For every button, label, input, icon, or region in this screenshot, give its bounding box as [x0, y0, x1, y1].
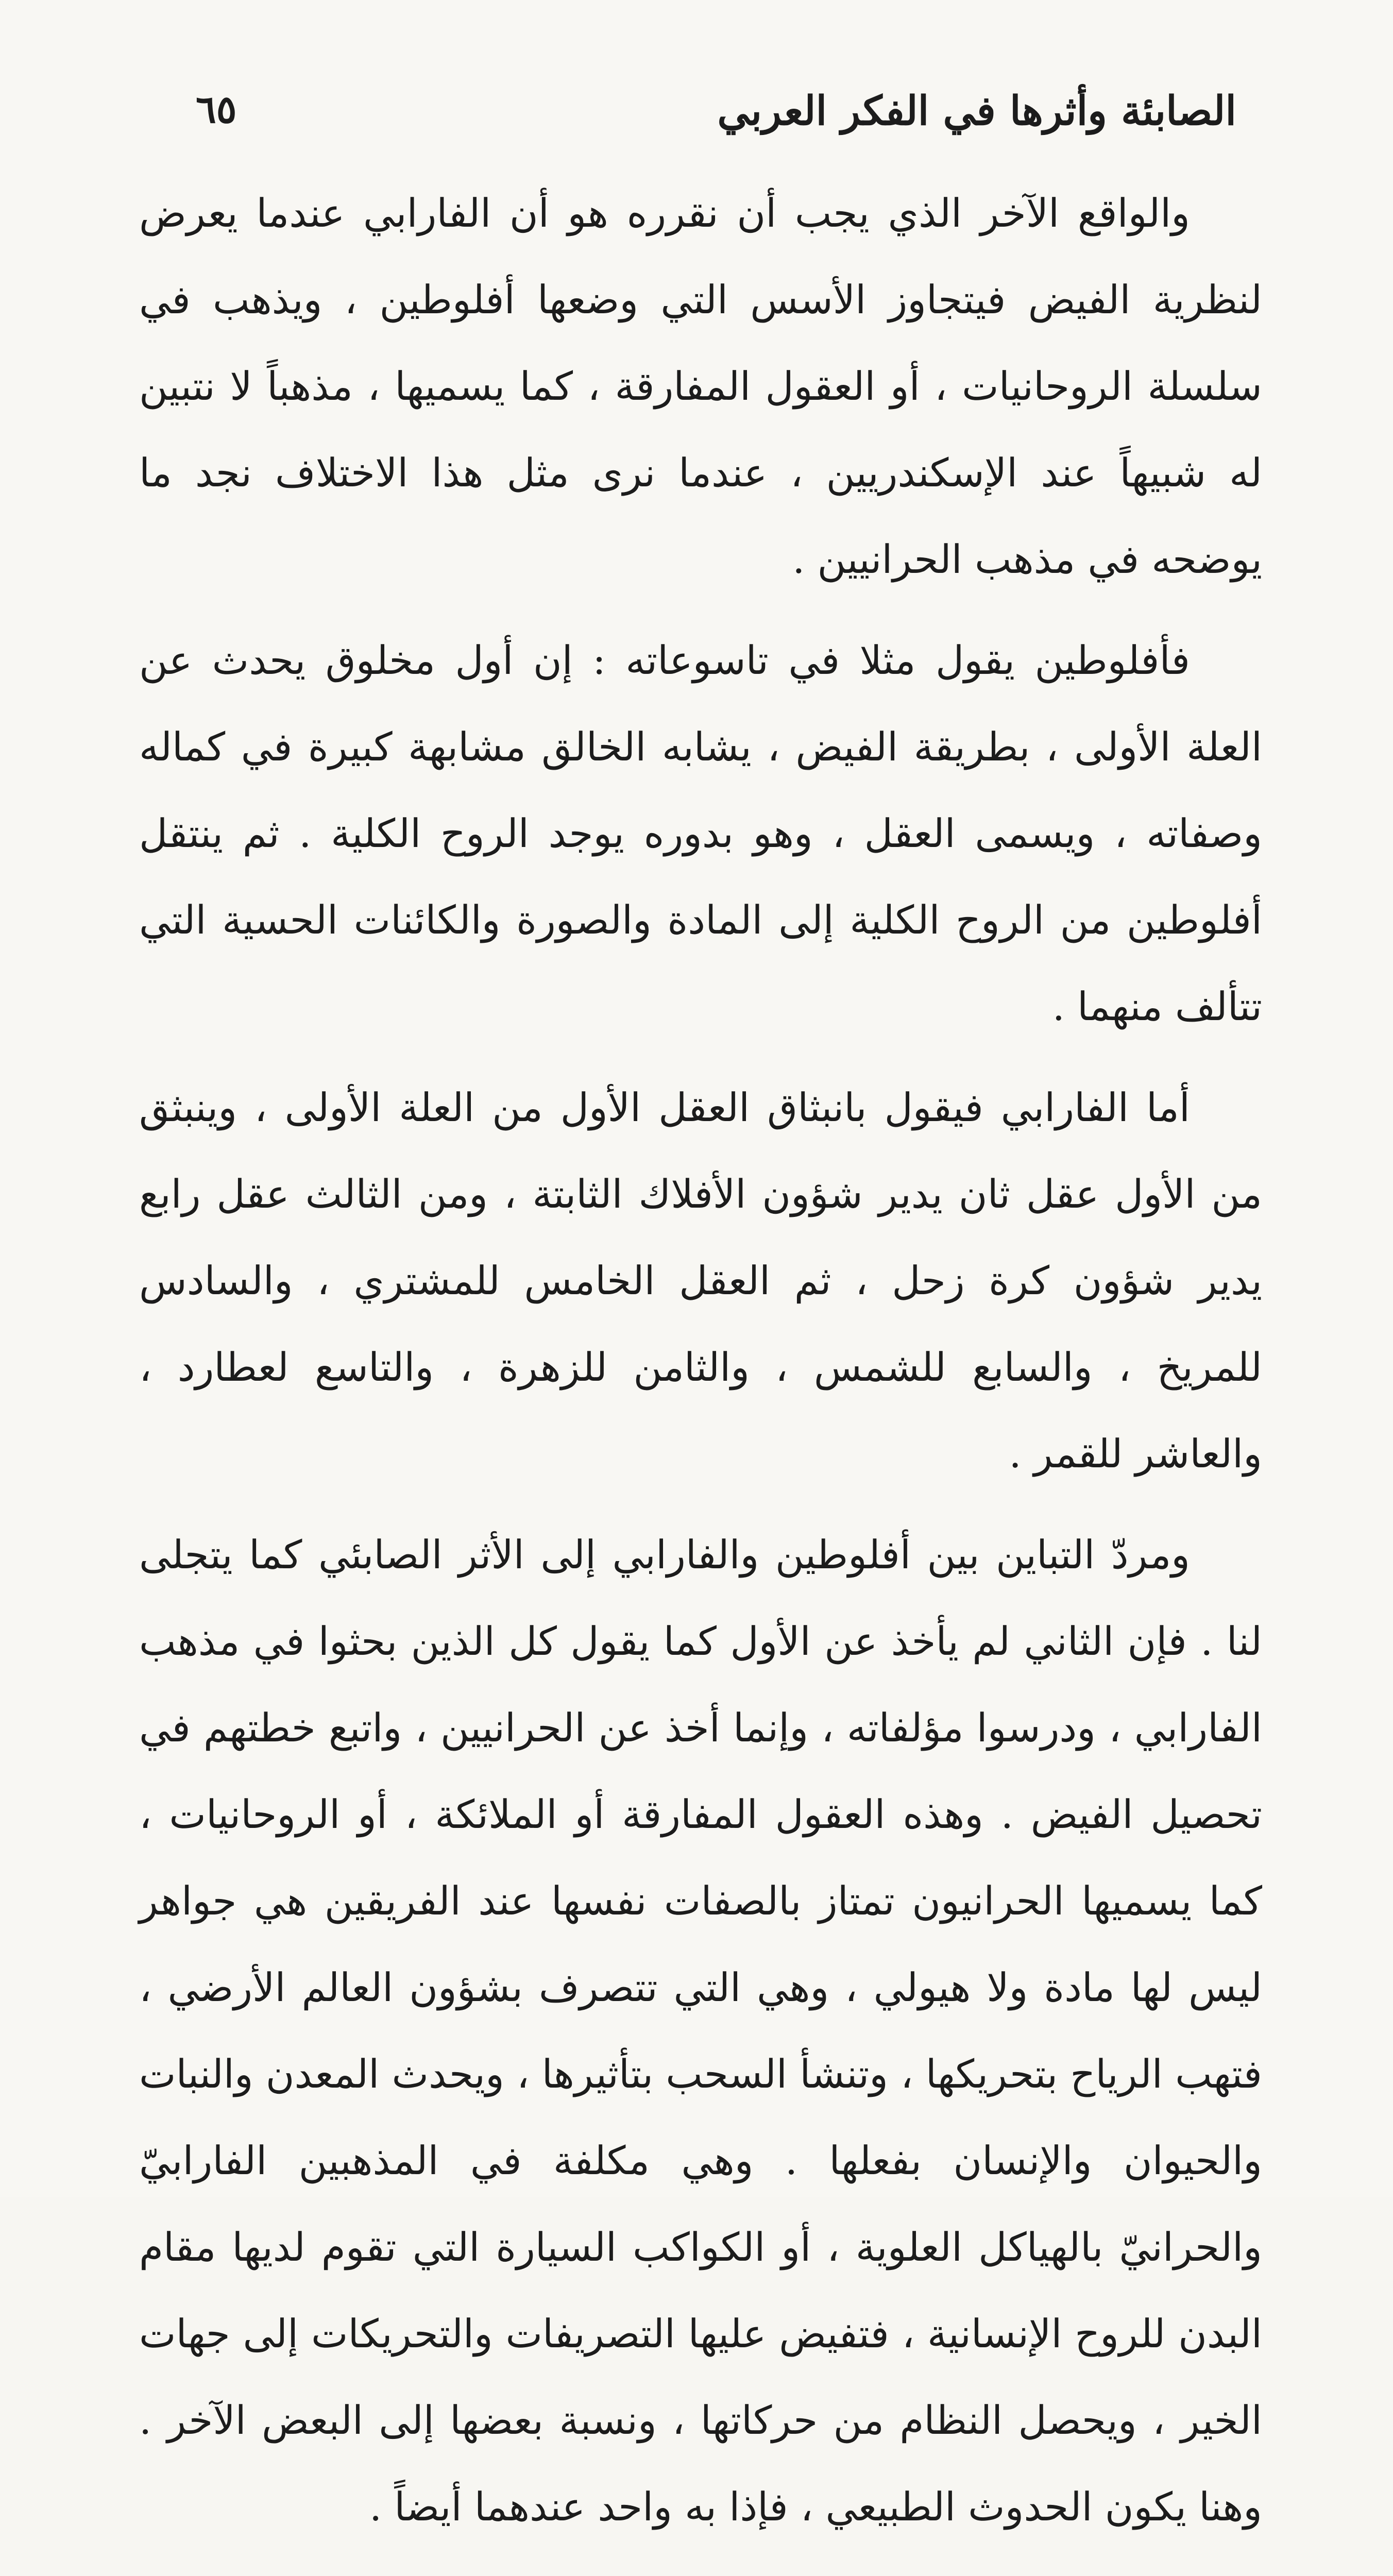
- paragraph: أما الفارابي فيقول بانبثاق العقل الأول من العلة الأولى ، وينبثق من الأول عقل ثان يدير شؤون الأفلاك الثابتة ، ومن الثالث عقل رابع يدير شؤون كرة زحل ، ثم العقل الخامس للمشتري ، والسادس للمريخ ، والسابع للشمس ، والثامن للزهرة ، والتاسع لعطارد ، والعاشر للقمر .: [139, 1084, 1262, 1477]
- paragraph: [139, 2565, 1262, 2576]
- paragraph: والواقع الآخر الذي يجب أن نقرره هو أن الفارابي عندما يعرض لنظرية الفيض فيتجاوز الأسس التي وضعها أفلوطين ، ويذهب في سلسلة الروحانيات ، أو العقول المفارقة ، كما يسميها ، مذهباً لا نتبين له شبيهاً عند الإسكندريين ، عندما نرى مثل هذا الاختلاف نجد ما يوضحه في مذهب الحرانيين .: [139, 190, 1262, 582]
- body-text: [139, 170, 1262, 2576]
- paragraph: فأفلوطين يقول مثلا في تاسوعاته : إن أول مخلوق يحدث عن العلة الأولى ، بطريقة الفيض ، يشابه الخالق مشابهة كبيرة في كماله وصفاته ، ويسمى العقل ، وهو بدوره يوجد الروح الكلية . ثم ينتقل أفلوطين من الروح الكلية إلى المادة والصورة والكائنات الحسية التي تتألف منهما .: [139, 637, 1262, 1029]
- page-header: [155, 77, 1236, 149]
- running-title: الصابئة وأثرها في الفكر العربي: [717, 88, 1236, 134]
- page-number: ٦٥: [196, 88, 237, 132]
- paragraph: ومردّ التباين بين أفلوطين والفارابي إلى الأثر الصابئي كما يتجلى لنا . فإن الثاني لم يأخذ عن الأول كما يقول كل الذين بحثوا في مذهب الفارابي ، ودرسوا مؤلفاته ، وإنما أخذ عن الحرانيين ، واتبع خطتهم في تحصيل الفيض . وهذه العقول المفارقة أو الملائكة ، أو الروحانيات ، كما يسميها الحرانيون تمتاز بالصفات نفسها عند الفريقين هي جواهر ليس لها مادة ولا هيولي ، وهي التي تتصرف بشؤون العالم الأرضي ، فتهب الرياح بتحريكها ، وتنشأ السحب بتأثيرها ، ويحدث المعدن والنبات والحيوان والإنسان بفعلها . وهي مكلفة في المذهبين الفارابيّ والحرانيّ بالهياكل العلوية ، أو الكواكب السيارة التي تقوم لديها مقام البدن للروح الإنسانية ، فتفيض عليها التصريفات والتحريكات إلى جهات الخير ، ويحصل النظام من حركاتها ، ونسبة بعضها إلى البعض الآخر . وهنا يكون الحدوث الطبيعي ، فإذا به واحد عندهما أيضاً .: [139, 1532, 1263, 2530]
